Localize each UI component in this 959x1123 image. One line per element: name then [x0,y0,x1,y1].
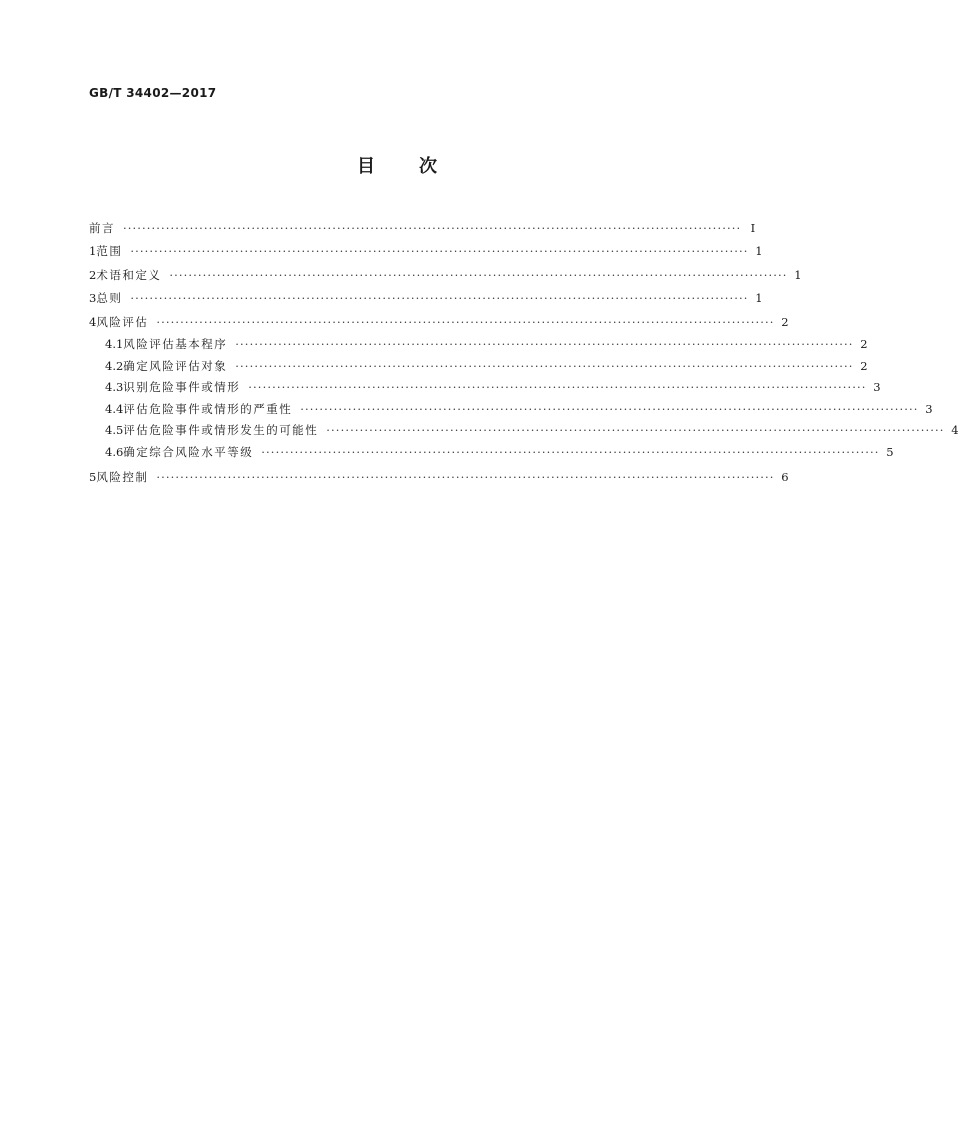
toc-entry-4-2[interactable] [89,356,868,378]
toc-leader: ·································································································································· [235,358,854,373]
toc-page: 4 [951,423,959,438]
toc-leader: ·································································································································· [123,221,742,235]
toc-leader: ·································································································································· [248,380,867,395]
toc-number: 4.3 [105,380,124,395]
toc-page: 2 [860,358,868,373]
toc-leader: ·································································································································· [169,267,788,282]
page-title [0,152,794,178]
toc-number: 3 [89,291,97,306]
toc-page: 2 [860,336,868,351]
toc-label: 范围 [96,244,123,259]
toc-number: 2 [89,267,97,282]
toc-label: 术语和定义 [96,267,162,282]
toc-page: Ⅰ [750,221,756,235]
toc-page: 1 [794,267,802,282]
toc-leader: ·································································································································· [326,423,945,438]
toc-entry-4-6[interactable] [89,442,894,464]
toc-page: 5 [886,444,894,459]
toc-leader: ·································································································································· [261,444,880,459]
toc-entry-4[interactable] [89,311,789,334]
title-char-2: 次 [419,156,437,177]
toc-number: 4.4 [105,401,124,416]
toc-entry-2[interactable] [89,264,802,287]
toc-number: 4 [89,314,97,329]
toc-entry-3[interactable] [89,287,763,310]
toc-page: 2 [781,314,789,329]
toc-entry-foreword[interactable] [89,217,756,240]
toc-page: 6 [781,469,789,484]
toc-leader: ·································································································································· [130,244,749,259]
toc-number: 4.6 [105,444,124,459]
title-char-1: 目 [357,156,375,177]
toc-number: 4.5 [105,423,124,438]
toc-page: 1 [755,244,763,259]
toc-page: 1 [755,291,763,306]
toc-leader: ·································································································································· [130,291,749,306]
toc-label: 识别危险事件或情形 [123,380,241,395]
toc-leader: ·································································································································· [235,336,854,351]
toc-label: 风险控制 [96,469,149,484]
toc-label: 确定综合风险水平等级 [123,444,254,459]
toc-label: 风险评估 [96,314,149,329]
toc-entry-4-5[interactable] [89,420,959,442]
toc-leader: ·································································································································· [156,314,775,329]
toc-entry-4-4[interactable] [89,399,933,421]
toc-label: 评估危险事件或情形的严重性 [123,401,293,416]
toc-page: 3 [925,401,933,416]
toc-number: 1 [89,244,97,259]
toc-leader: ·································································································································· [156,469,775,484]
standard-code: GB/T 34402—2017 [89,86,217,100]
toc-entry-4-3[interactable] [89,377,881,399]
toc-entry-1[interactable] [89,240,763,263]
toc-label: 确定风险评估对象 [123,358,228,373]
toc-label: 评估危险事件或情形发生的可能性 [123,423,319,438]
toc-number: 4.1 [105,336,124,351]
toc-label: 总则 [96,291,123,306]
toc-number: 4.2 [105,358,124,373]
toc-label: 前言 [89,221,115,235]
toc-leader: ·································································································································· [300,401,919,416]
toc-number: 5 [89,469,97,484]
table-of-contents [89,217,959,489]
toc-label: 风险评估基本程序 [123,336,228,351]
toc-entry-4-1[interactable] [89,334,868,356]
toc-page: 3 [873,380,881,395]
toc-entry-5[interactable] [89,466,789,489]
